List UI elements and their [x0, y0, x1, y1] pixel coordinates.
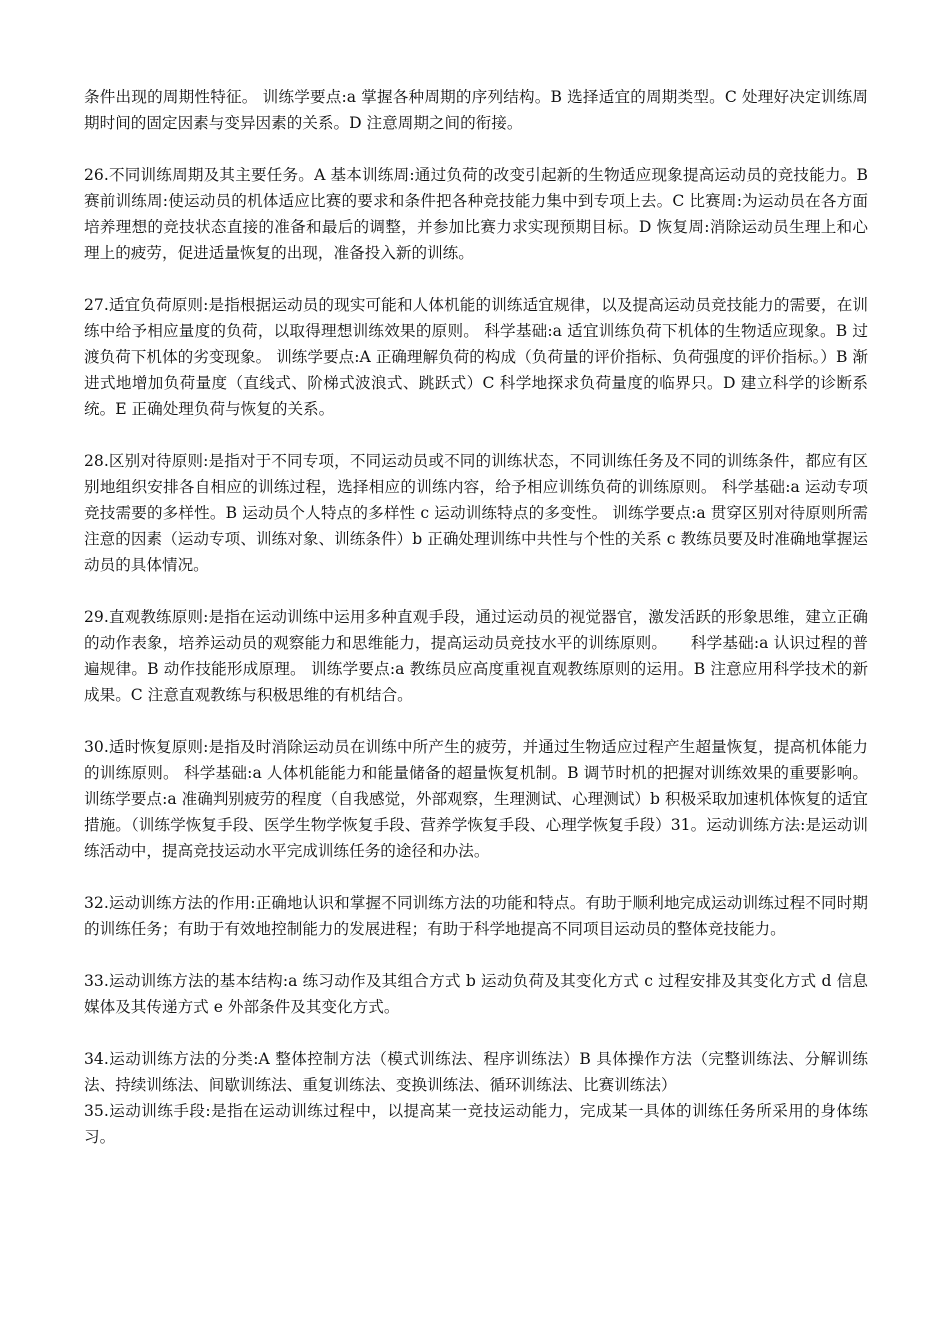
paragraph-27: 27.适宜负荷原则:是指根据运动员的现实可能和人体机能的训练适宜规律，以及提高运动员竞技能力的需要，在训练中给予相应量度的负荷，以取得理想训练效果的原则。 科学基础:a 适宜训练负荷下机体的生物适应现象。B 过渡负荷下机体的劣变现象。 训练学要点:A 正确理解负荷的构成（负荷量的评价指标、负荷强度的评价指标。）B 渐进式地增加负荷量度（直线式、阶梯式波浪式、跳跃式）C 科学地探求负荷量度的临界只。D 建立科学的诊断系统。E 正确处理负荷与恢复的关系。	[84, 296, 868, 418]
paragraph-28: 28.区别对待原则:是指对于不同专项，不同运动员或不同的训练状态，不同训练任务及不同的训练条件，都应有区别地组织安排各自相应的训练过程，选择相应的训练内容，给予相应训练负荷的训练原则。 科学基础:a 运动专项竞技需要的多样性。B 运动员个人特点的多样性 c 运动训练特点的多变性。 训练学要点:a 贯穿区别对待原则所需注意的因素（运动专项、训练对象、训练条件）b 正确处理训练中共性与个性的关系 c 教练员要及时准确地掌握运动员的具体情况。	[84, 452, 868, 574]
paragraph-33: 33.运动训练方法的基本结构:a 练习动作及其组合方式 b 运动负荷及其变化方式 c 过程安排及其变化方式 d 信息媒体及其传递方式 e 外部条件及其变化方式。	[84, 972, 868, 1016]
document-page	[84, 84, 873, 1150]
paragraph-35: 35.运动训练手段:是指在运动训练过程中，以提高某一竞技运动能力，完成某一具体的训练任务所采用的身体练习。	[84, 1102, 868, 1146]
paragraph-29: 29.直观教练原则:是指在运动训练中运用多种直观手段，通过运动员的视觉器官，激发活跃的形象思维，建立正确的动作表象，培养运动员的观察能力和思维能力，提高运动员竞技水平的训练原则。 科学基础:a 认识过程的普遍规律。B 动作技能形成原理。 训练学要点:a 教练员应高度重视直观教练原则的运用。B 注意应用科学技术的新成果。C 注意直观教练与积极思维的有机结合。	[84, 608, 868, 704]
paragraph-32: 32.运动训练方法的作用:正确地认识和掌握不同训练方法的功能和特点。有助于顺利地完成运动训练过程不同时期的训练任务；有助于有效地控制能力的发展进程；有助于科学地提高不同项目运动员的整体竞技能力。	[84, 894, 868, 938]
paragraph-30-31: 30.适时恢复原则:是指及时消除运动员在训练中所产生的疲劳，并通过生物适应过程产生超量恢复，提高机体能力的训练原则。 科学基础:a 人体机能能力和能量储备的超量恢复机制。B 调节时机的把握对训练效果的重要影响。 训练学要点:a 准确判别疲劳的程度（自我感觉，外部观察，生理测试、心理测试）b 积极采取加速机体恢复的适宜措施。（训练学恢复手段、医学生物学恢复手段、营养学恢复手段、心理学恢复手段）31。运动训练方法:是运动训练活动中，提高竞技运动水平完成训练任务的途径和办法。	[84, 738, 873, 860]
paragraph-26: 26.不同训练周期及其主要任务。A 基本训练周:通过负荷的改变引起新的生物适应现象提高运动员的竞技能力。B 赛前训练周:使运动员的机体适应比赛的要求和条件把各种竞技能力集中到专项上去。C 比赛周:为运动员在各方面培养理想的竞技状态直接的准备和最后的调整，并参加比赛力求实现预期目标。D 恢复周:消除运动员生理上和心理上的疲劳，促进适量恢复的出现，准备投入新的训练。	[84, 166, 873, 262]
paragraph-periodicity: 条件出现的周期性特征。 训练学要点:a 掌握各种周期的序列结构。B 选择适宜的周期类型。C 处理好决定训练周期时间的固定因素与变异因素的关系。D 注意周期之间的衔接。	[84, 88, 868, 132]
paragraph-34: 34.运动训练方法的分类:A 整体控制方法（模式训练法、程序训练法）B 具体操作方法（完整训练法、分解训练法、持续训练法、间歇训练法、重复训练法、变换训练法、循环训练法、比赛训练法）	[84, 1050, 868, 1094]
